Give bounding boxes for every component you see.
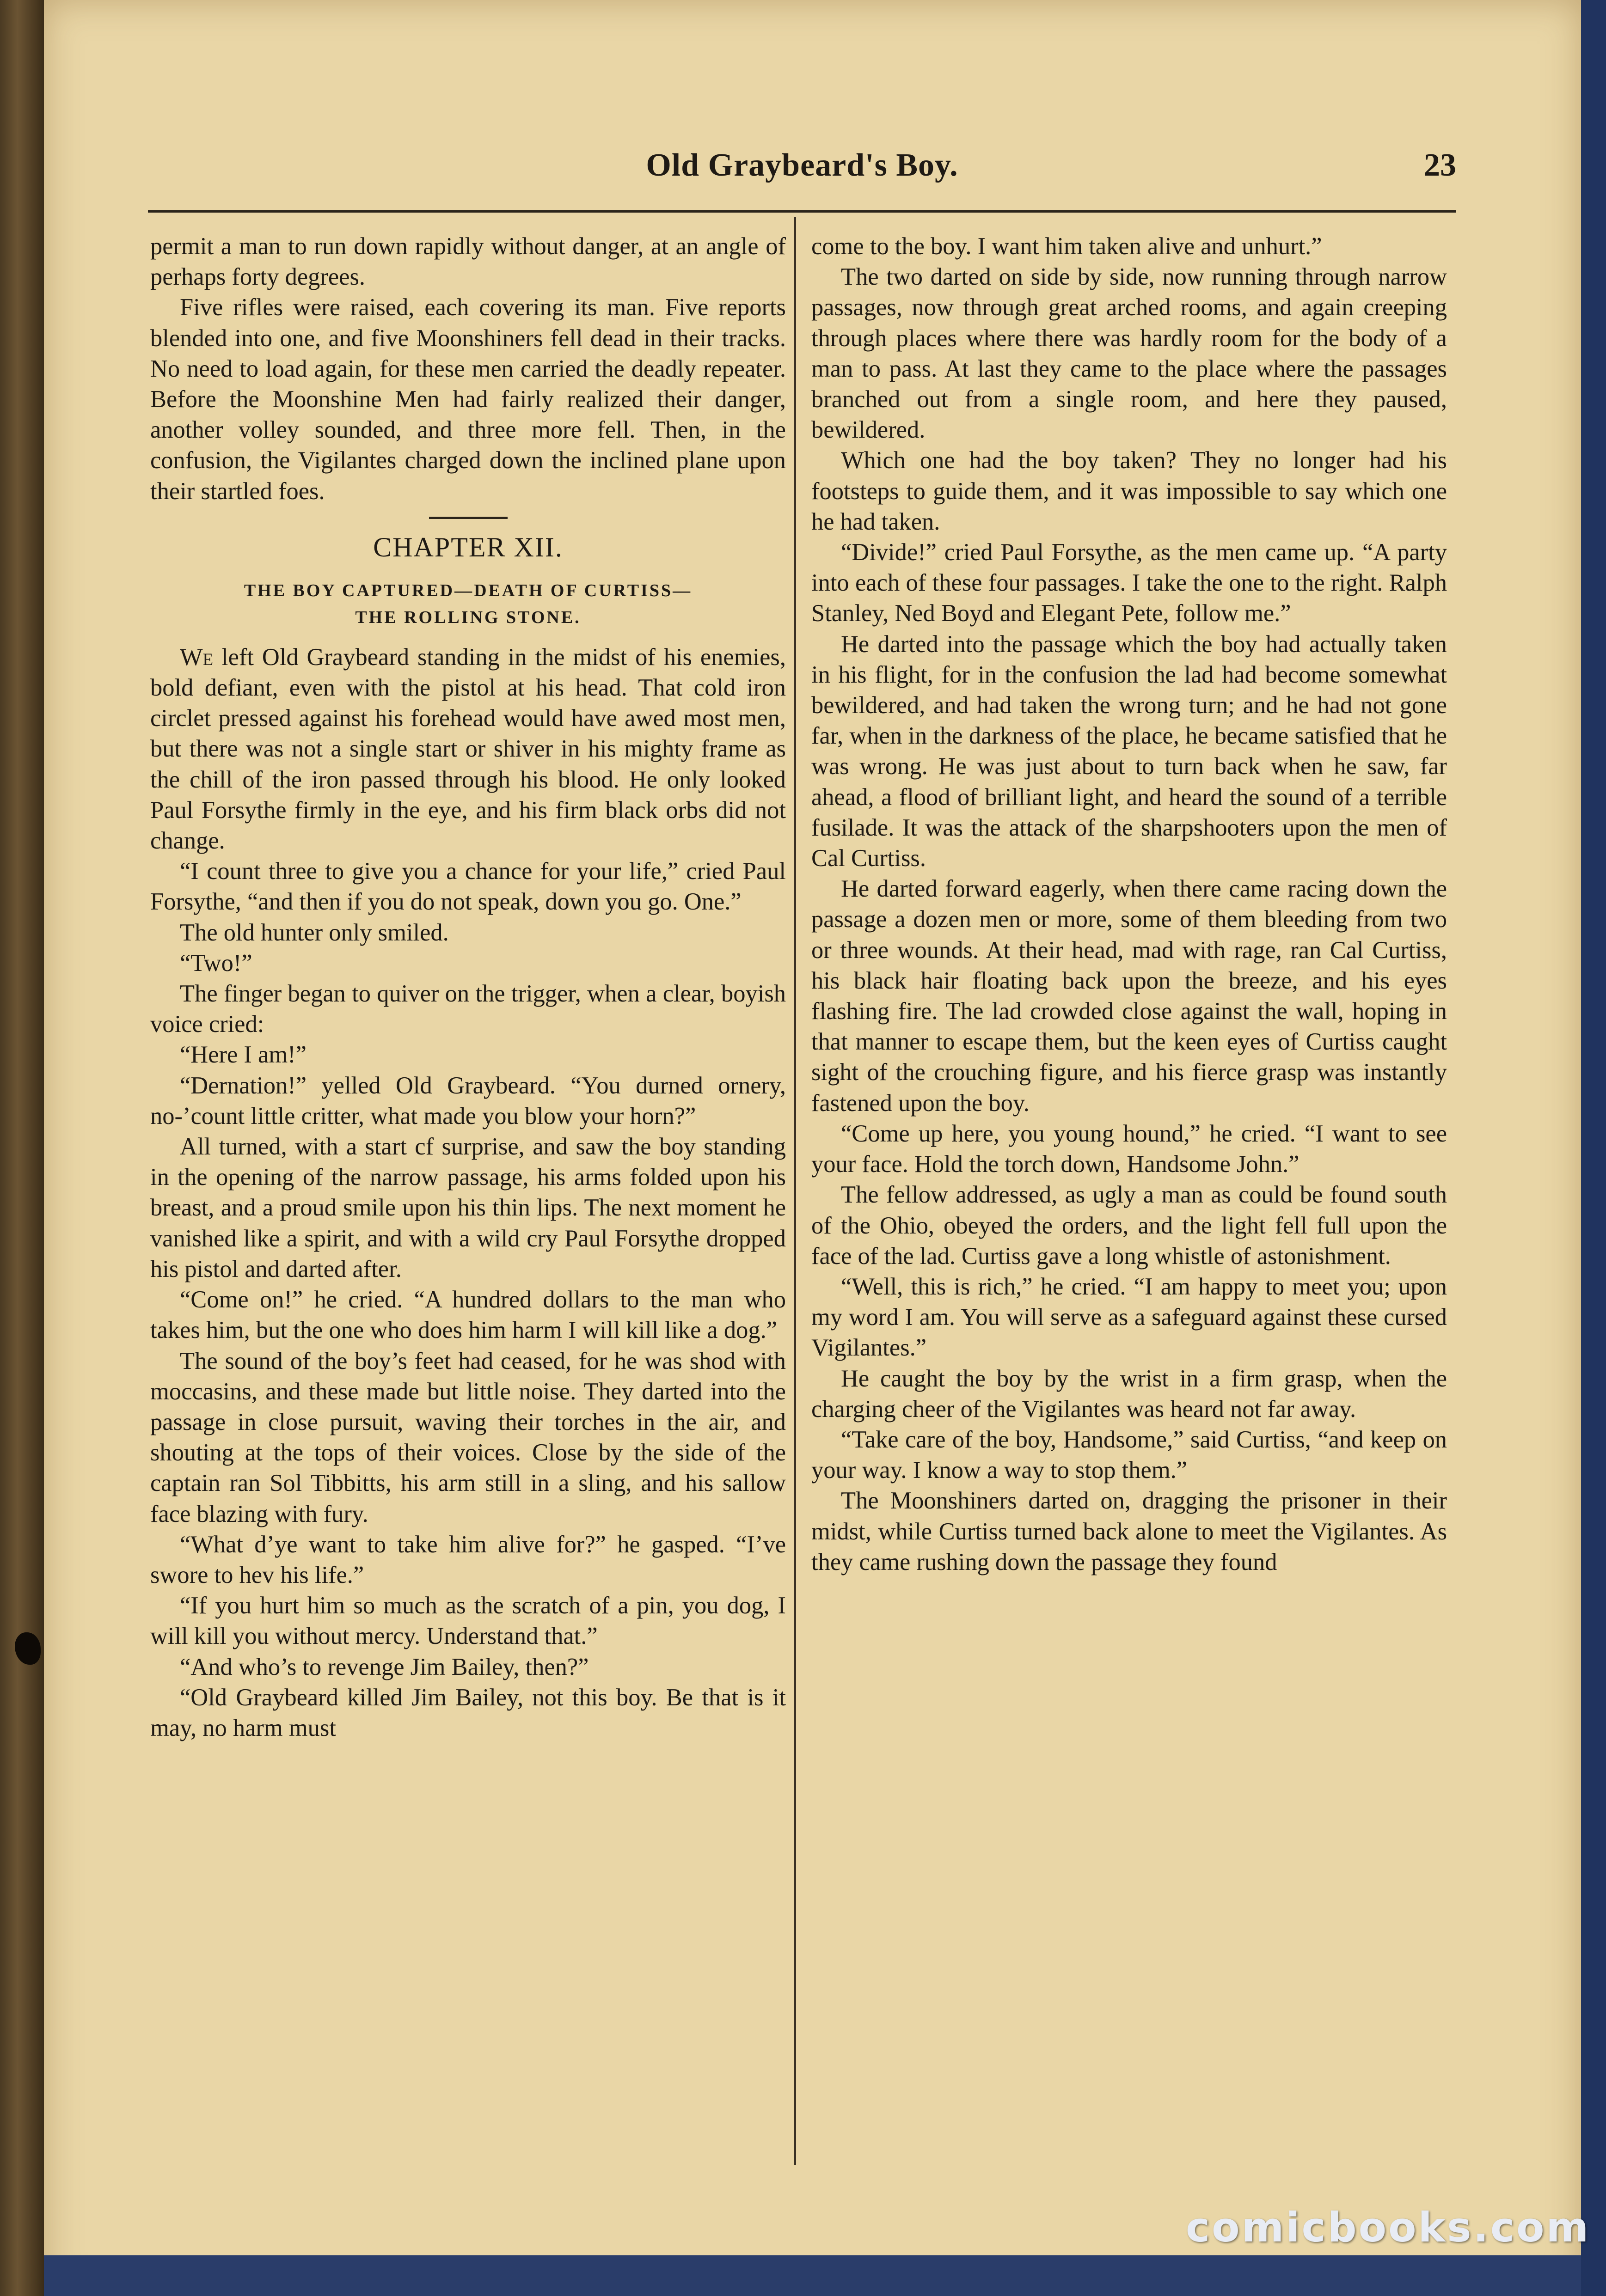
running-title: Old Graybeard's Boy.: [646, 147, 958, 183]
paragraph: permit a man to run down rapidly without danger, at an angle of perhaps forty degrees.: [150, 233, 786, 291]
paragraph: “Come on!” he cried. “A hundred dollars to the man who takes him, but the one who does him harm I will kill like a dog.”: [150, 1286, 786, 1344]
column-divider: [794, 217, 796, 2165]
chapter-subtitle-line: THE ROLLING STONE.: [355, 607, 581, 627]
paragraph: “Take care of the boy, Handsome,” said Curtiss, “and keep on your way. I know a way to stop them.”: [811, 1426, 1447, 1484]
page-spine: [0, 0, 44, 2296]
left-column: [150, 231, 786, 1743]
page-header: [148, 147, 1456, 198]
paragraph: “If you hurt him so much as the scratch of a pin, you dog, I will kill you without mercy. Understand that.”: [150, 1592, 786, 1650]
scan-bottom-edge: [44, 2255, 1581, 2296]
paragraph: “Come up here, you young hound,” he cried. “I want to see your face. Hold the torch down, Handsome John.”: [811, 1120, 1447, 1178]
paragraph: come to the boy. I want him taken alive and unhurt.”: [811, 233, 1322, 260]
chapter-rule: [429, 517, 508, 519]
chapter-subtitle: [150, 577, 786, 631]
page-number: 23: [1424, 147, 1456, 183]
paragraph: “Two!”: [180, 949, 252, 977]
paragraph: “Divide!” cried Paul Forsythe, as the men came up. “A party into each of these four passages. I take the one to the right. Ralph Stanley, Ned Boyd and Elegant Pete, follow me.”: [811, 539, 1447, 627]
paragraph: All turned, with a start cf surprise, and saw the boy standing in the opening of the narrow passage, his arms folded upon his breast, and a proud smile upon his thin lips. The next moment he vanished like a spirit, and with a wild cry Paul Forsythe dropped his pistol and darted after.: [150, 1133, 786, 1282]
paragraph: He caught the boy by the wrist in a firm grasp, when the charging cheer of the Vigilantes was heard not far away.: [811, 1365, 1447, 1423]
paragraph: “I count three to give you a chance for your life,” cried Paul Forsythe, “and then if you do not speak, down you go. One.”: [150, 858, 786, 916]
paragraph: Which one had the boy taken? They no longer had his footsteps to guide them, and it was impossible to say which one he had taken.: [811, 447, 1447, 535]
opening-text: left Old Graybeard standing in the midst of his enemies, bold defiant, even with the pistol at his head. That cold iron circlet pressed against his forehead would have awed most men, but there was not a single start or shiver in his mighty frame as the chill of the iron passed through his blood. He only looked Paul Forsythe firmly in the eye, and his firm black orbs did not change.: [150, 643, 786, 855]
chapter-subtitle-line: THE BOY CAPTURED—DEATH OF CURTISS—: [244, 580, 693, 600]
paragraph: “Well, this is rich,” he cried. “I am happy to meet you; upon my word I am. You will serve as a safeguard against these cursed Vigilantes.”: [811, 1273, 1447, 1362]
paragraph: The fellow addressed, as ugly a man as could be found south of the Ohio, obeyed the orders, and the light fell full upon the face of the lad. Curtiss gave a long whistle of astonishment.: [811, 1181, 1447, 1270]
paragraph: “Dernation!” yelled Old Graybeard. “You durned ornery, no-’count little critter, what made you blow your horn?”: [150, 1072, 786, 1130]
paragraph: “And who’s to revenge Jim Bailey, then?”: [180, 1653, 589, 1680]
header-rule: [148, 210, 1456, 213]
paragraph: The sound of the boy’s feet had ceased, for he was shod with moccasins, and these made but little noise. They darted into the passage in close pursuit, waving their torches in the air, and shouting at the tops of their voices. Close by the side of the captain ran Sol Tibbitts, his arm still in a sling, and his sallow face blazing with fury.: [150, 1347, 786, 1527]
paragraph: The two darted on side by side, now running through narrow passages, now through great arched rooms, and again creeping through places where there was hardly room for the body of a man to pass. At last they came to the place where the passages branched out from a single room, and here they paused, bewildered.: [811, 263, 1447, 444]
paragraph: “What d’ye want to take him alive for?” he gasped. “I’ve swore to hev his life.”: [150, 1531, 786, 1588]
paragraph: “Old Graybeard killed Jim Bailey, not this boy. Be that is it may, no harm must: [150, 1684, 786, 1741]
opening-word: We: [180, 643, 214, 671]
paragraph: The finger began to quiver on the trigger, when a clear, boyish voice cried:: [150, 980, 786, 1038]
right-column: [811, 231, 1447, 1577]
paragraph: He darted forward eagerly, when there came racing down the passage a dozen men or more, some of them bleeding from two or three wounds. At their head, mad with rage, ran Cal Curtiss, his black hair floating back upon the breeze, and his eyes flashing fire. The lad crowded close against the wall, hoping in that manner to escape them, but the keen eyes of Curtiss caught sight of the crouching figure, and his fierce grasp was instantly fastened upon the boy.: [811, 875, 1447, 1117]
paragraph: Five rifles were raised, each covering its man. Five reports blended into one, and five Moonshiners fell dead in their tracks. No need to load again, for these men carried the deadly repeater. Before the Moonshine Men had fairly realized their danger, another volley sounded, and three more fell. Then, in the confusion, the Vigilantes charged down the inclined plane upon their startled foes.: [150, 294, 786, 505]
chapter-opening-paragraph: [150, 642, 786, 856]
paragraph: The Moonshiners darted on, dragging the prisoner in their midst, while Curtiss turned back alone to meet the Vigilantes. As they came rushing down the passage they found: [811, 1487, 1447, 1575]
site-watermark: comicbooks.com: [1186, 2204, 1591, 2251]
paragraph: “Here I am!”: [180, 1041, 306, 1069]
paragraph: He darted into the passage which the boy had actually taken in his flight, for in the confusion the lad had become somewhat bewildered, and had taken the wrong turn; and he had not gone far, when in the darkness of the place, he became satisfied that he was wrong. He was just about to turn back when he saw, far ahead, a flood of brilliant light, and heard the sound of a terrible fusilade. It was the attack of the sharpshooters upon the men of Cal Curtiss.: [811, 630, 1447, 872]
paragraph: The old hunter only smiled.: [180, 919, 449, 946]
chapter-title: CHAPTER XII.: [373, 531, 563, 562]
